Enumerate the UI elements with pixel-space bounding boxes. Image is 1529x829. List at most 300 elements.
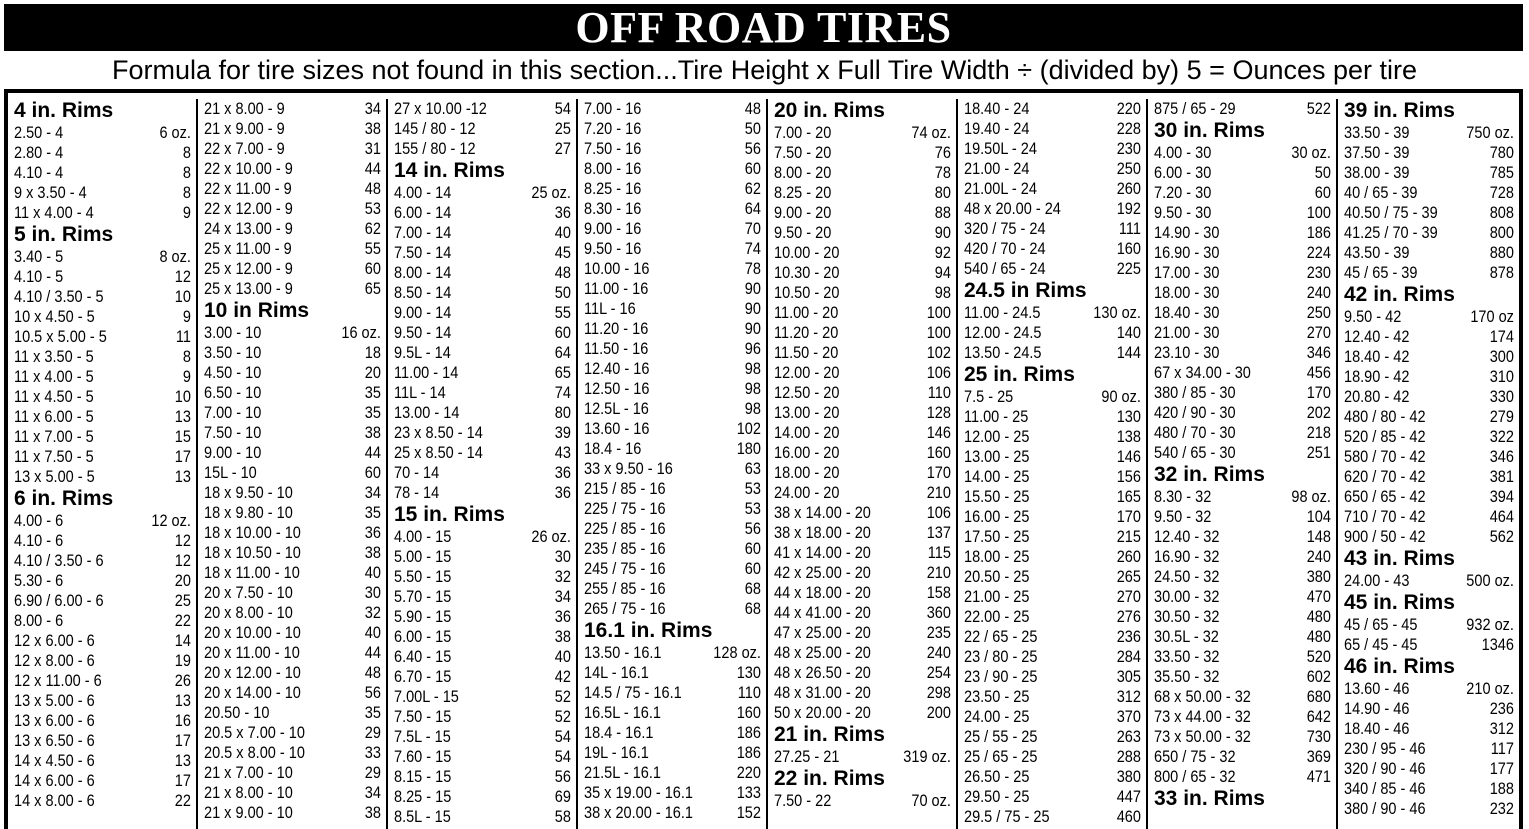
tire-size: 16.00 - 20 <box>774 444 840 462</box>
tire-row <box>14 247 191 267</box>
tire-ounces: 90 <box>744 280 761 298</box>
tire-size: 6.90 / 6.00 - 6 <box>14 592 104 610</box>
tire-size: 21 x 8.00 - 9 <box>204 100 285 118</box>
tire-size: 215 / 85 - 16 <box>584 480 666 498</box>
tire-size: 11.00 - 24.5 <box>964 304 1041 322</box>
tire-ounces: 680 <box>1306 688 1331 706</box>
tire-row <box>584 99 761 119</box>
tire-ounces: 53 <box>744 500 761 518</box>
tire-ounces: 878 <box>1489 264 1514 282</box>
tire-row <box>204 603 381 623</box>
tire-ounces: 471 <box>1306 768 1331 786</box>
tire-size: 620 / 70 - 42 <box>1344 468 1426 486</box>
tire-ounces: 263 <box>1116 728 1141 746</box>
tire-row <box>584 723 761 743</box>
tire-ounces: 90 oz. <box>1101 388 1141 406</box>
tire-size: 265 / 75 - 16 <box>584 600 666 618</box>
tire-ounces: 43 <box>554 444 571 462</box>
tire-size: 20 x 10.00 - 10 <box>204 624 301 642</box>
tire-row <box>774 343 951 363</box>
tire-row <box>1344 719 1514 739</box>
tire-row <box>584 319 761 339</box>
tire-size: 8.25 - 16 <box>584 180 642 198</box>
tire-size: 12.50 - 16 <box>584 380 650 398</box>
tire-size: 11 x 7.50 - 5 <box>14 448 94 466</box>
tire-size: 10.30 - 20 <box>774 264 840 282</box>
tire-size: 7.00 - 10 <box>204 404 262 422</box>
tire-size: 18 x 10.00 - 10 <box>204 524 301 542</box>
tire-row <box>394 727 571 747</box>
tire-row <box>584 559 761 579</box>
tire-ounces: 232 <box>1489 800 1514 818</box>
tire-row <box>584 499 761 519</box>
tire-ounces: 780 <box>1489 144 1514 162</box>
tire-ounces: 36 <box>364 524 381 542</box>
tire-size: 22 x 10.00 - 9 <box>204 160 293 178</box>
tire-row <box>394 667 571 687</box>
tire-ounces: 69 <box>554 788 571 806</box>
tire-ounces: 394 <box>1489 488 1514 506</box>
tire-ounces: 15 <box>174 428 191 446</box>
tire-row <box>1344 571 1514 591</box>
tire-ounces: 728 <box>1489 184 1514 202</box>
tire-size: 12.40 - 16 <box>584 360 650 378</box>
tire-row <box>394 687 571 707</box>
rim-size-heading: 32 in. Rims <box>1154 463 1265 486</box>
tire-ounces: 8 <box>182 348 191 366</box>
tire-size: 7.5 - 25 <box>964 388 1014 406</box>
tire-size: 6.50 - 10 <box>204 384 262 402</box>
tire-size: 13 x 6.00 - 6 <box>14 712 95 730</box>
tire-ounces: 117 <box>1490 740 1514 758</box>
tire-ounces: 55 <box>364 240 381 258</box>
tire-size: 13 x 5.00 - 5 <box>14 468 95 486</box>
tire-row <box>204 483 381 503</box>
tire-ounces: 170 <box>1306 384 1331 402</box>
tire-row <box>1154 547 1331 567</box>
tire-ounces: 146 <box>1116 448 1141 466</box>
tire-ounces: 11 <box>175 328 191 346</box>
tire-size: 5.30 - 6 <box>14 572 64 590</box>
tire-size: 70 - 14 <box>394 464 440 482</box>
tire-size: 11 x 4.00 - 5 <box>14 368 94 386</box>
tire-size: 22.00 - 25 <box>964 608 1030 626</box>
tire-size: 10.5 x 5.00 - 5 <box>14 328 107 346</box>
tire-row <box>1154 223 1331 243</box>
tire-row <box>394 303 571 323</box>
rim-size-heading: 43 in. Rims <box>1344 547 1455 570</box>
tire-row <box>204 423 381 443</box>
tire-size: 9.5L - 14 <box>394 344 451 362</box>
tire-size: 73 x 50.00 - 32 <box>1154 728 1251 746</box>
tire-row <box>1344 347 1514 367</box>
tire-ounces: 60 <box>744 540 761 558</box>
tire-row <box>964 219 1141 239</box>
tire-row <box>584 743 761 763</box>
tire-size: 5.90 - 15 <box>394 608 452 626</box>
tire-size: 11L - 14 <box>394 384 446 402</box>
tire-row <box>1344 759 1514 779</box>
tire-row <box>584 359 761 379</box>
tire-size: 4.00 - 6 <box>14 512 64 530</box>
tire-row <box>964 323 1141 343</box>
tire-size: 11 x 3.50 - 5 <box>14 348 94 366</box>
tire-row <box>394 343 571 363</box>
tire-row <box>394 363 571 383</box>
tire-ounces: 380 <box>1116 768 1141 786</box>
tire-ounces: 186 <box>736 744 761 762</box>
tire-ounces: 170 oz <box>1470 308 1514 326</box>
tire-size: 25 x 8.50 - 14 <box>394 444 483 462</box>
tire-ounces: 50 <box>1314 164 1331 182</box>
tire-row <box>204 783 381 803</box>
tire-row <box>1344 183 1514 203</box>
tire-size: 14.90 - 30 <box>1154 224 1220 242</box>
tire-ounces: 12 <box>174 268 191 286</box>
tire-size: 18.00 - 30 <box>1154 284 1220 302</box>
tire-size: 420 / 90 - 30 <box>1154 404 1236 422</box>
tire-ounces: 44 <box>364 160 381 178</box>
tire-row <box>1154 323 1331 343</box>
tire-size: 9.50 - 32 <box>1154 508 1212 526</box>
tire-size: 24.00 - 25 <box>964 708 1030 726</box>
tire-row <box>1344 243 1514 263</box>
tire-size: 11.50 - 16 <box>584 340 649 358</box>
tire-ounces: 35 <box>364 404 381 422</box>
tire-ounces: 38 <box>364 424 381 442</box>
tire-row <box>774 263 951 283</box>
tire-ounces: 225 <box>1116 260 1141 278</box>
tire-ounces: 55 <box>554 304 571 322</box>
tire-row <box>774 563 951 583</box>
tire-row <box>394 647 571 667</box>
tire-row <box>964 239 1141 259</box>
tire-ounces: 17 <box>174 732 191 750</box>
tire-row <box>1154 383 1331 403</box>
tire-row <box>204 139 381 159</box>
tire-size: 3.50 - 10 <box>204 344 262 362</box>
tire-size: 480 / 70 - 30 <box>1154 424 1236 442</box>
tire-ounces: 74 <box>744 240 761 258</box>
tire-size: 18.40 - 24 <box>964 100 1030 118</box>
tire-size: 540 / 65 - 24 <box>964 260 1046 278</box>
tire-ounces: 346 <box>1489 448 1514 466</box>
table-column-7 <box>1148 99 1338 829</box>
tire-row <box>1154 363 1331 383</box>
tire-size: 38 x 14.00 - 20 <box>774 504 871 522</box>
table-column-4 <box>578 99 768 829</box>
tire-size: 4.50 - 10 <box>204 364 262 382</box>
tire-row <box>1154 527 1331 547</box>
tire-ounces: 78 <box>744 260 761 278</box>
tire-ounces: 298 <box>926 684 951 702</box>
tire-ounces: 380 <box>1306 568 1331 586</box>
tire-row <box>14 771 191 791</box>
tire-size: 21 x 9.00 - 10 <box>204 804 293 822</box>
tire-ounces: 260 <box>1116 180 1141 198</box>
tire-ounces: 111 <box>1118 220 1141 238</box>
tire-ounces: 170 <box>926 464 951 482</box>
tire-row <box>14 671 191 691</box>
tire-size: 12 x 11.00 - 6 <box>14 672 102 690</box>
tire-size: 8.50 - 14 <box>394 284 452 302</box>
tire-size: 8.00 - 6 <box>14 612 64 630</box>
tire-size: 7.00L - 15 <box>394 688 459 706</box>
tire-size: 22 x 11.00 - 9 <box>204 180 292 198</box>
rim-size-heading: 16.1 in. Rims <box>584 619 713 642</box>
tire-ounces: 102 <box>926 344 951 362</box>
tire-ounces: 12 oz. <box>151 512 191 530</box>
tire-size: 7.5L - 15 <box>394 728 451 746</box>
tire-row <box>1154 143 1331 163</box>
tire-size: 12.00 - 20 <box>774 364 840 382</box>
tire-size: 8.30 - 32 <box>1154 488 1212 506</box>
tire-size: 13.00 - 25 <box>964 448 1030 466</box>
tire-row <box>584 783 761 803</box>
tire-size: 230 / 95 - 46 <box>1344 740 1426 758</box>
tire-row <box>394 183 571 203</box>
tire-ounces: 460 <box>1116 808 1141 826</box>
tire-row <box>1344 143 1514 163</box>
tire-size: 710 / 70 - 42 <box>1344 508 1426 526</box>
tire-row <box>1344 447 1514 467</box>
rim-size-heading: 10 in Rims <box>204 299 310 322</box>
tire-size: 11.00 - 25 <box>964 408 1029 426</box>
tire-row <box>1154 687 1331 707</box>
tire-row <box>14 591 191 611</box>
tire-row <box>774 683 951 703</box>
tire-row <box>1154 403 1331 423</box>
tire-ounces: 78 <box>934 164 951 182</box>
tire-row <box>204 199 381 219</box>
tire-row <box>1154 667 1331 687</box>
tire-ounces: 53 <box>364 200 381 218</box>
tire-size: 13 x 6.50 - 6 <box>14 732 95 750</box>
tire-size: 14 x 6.00 - 6 <box>14 772 95 790</box>
tire-ounces: 210 oz. <box>1466 680 1514 698</box>
tire-size: 245 / 75 - 16 <box>584 560 666 578</box>
tire-row <box>774 791 951 811</box>
tire-size: 18 x 10.50 - 10 <box>204 544 301 562</box>
tire-row <box>394 223 571 243</box>
tire-ounces: 25 <box>174 592 191 610</box>
tire-row <box>774 463 951 483</box>
tire-size: 11.00 - 14 <box>394 364 459 382</box>
tire-ounces: 56 <box>364 684 381 702</box>
tire-row <box>14 751 191 771</box>
tire-size: 16.5L - 16.1 <box>584 704 661 722</box>
tire-row <box>1344 635 1514 655</box>
tire-ounces: 39 <box>554 424 571 442</box>
tire-size: 41 x 14.00 - 20 <box>774 544 871 562</box>
tire-ounces: 17 <box>174 448 191 466</box>
tire-size: 225 / 75 - 16 <box>584 500 666 518</box>
tire-row <box>584 259 761 279</box>
tire-size: 6.70 - 15 <box>394 668 452 686</box>
tire-size: 42 x 25.00 - 20 <box>774 564 871 582</box>
tire-ounces: 110 <box>927 384 951 402</box>
tire-size: 48 x 31.00 - 20 <box>774 684 871 702</box>
tire-ounces: 1346 <box>1481 636 1514 654</box>
tire-size: 3.40 - 5 <box>14 248 64 266</box>
tire-size: 20 x 11.00 - 10 <box>204 644 300 662</box>
tire-size: 9 x 3.50 - 4 <box>14 184 87 202</box>
tire-ounces: 29 <box>364 764 381 782</box>
tire-row <box>204 803 381 823</box>
tire-ounces: 186 <box>1306 224 1331 242</box>
tire-size: 480 / 80 - 42 <box>1344 408 1426 426</box>
tire-row <box>964 119 1141 139</box>
tire-size: 13.00 - 20 <box>774 404 840 422</box>
tire-size: 6.00 - 30 <box>1154 164 1212 182</box>
tire-row <box>1154 183 1331 203</box>
tire-row <box>394 483 571 503</box>
tire-row <box>394 119 571 139</box>
tire-row <box>14 367 191 387</box>
tire-row <box>1344 387 1514 407</box>
tire-size: 14.90 - 46 <box>1344 700 1410 718</box>
tire-size: 10.00 - 16 <box>584 260 650 278</box>
tire-ounces: 38 <box>364 804 381 822</box>
tire-row <box>774 123 951 143</box>
tire-row <box>1344 679 1514 699</box>
tire-row <box>14 731 191 751</box>
tire-row <box>964 667 1141 687</box>
tire-ounces: 174 <box>1489 328 1514 346</box>
tire-row <box>14 571 191 591</box>
tire-row <box>394 707 571 727</box>
tire-size: 6.00 - 15 <box>394 628 452 646</box>
tire-size: 26.50 - 25 <box>964 768 1030 786</box>
tire-size: 20.80 - 42 <box>1344 388 1410 406</box>
tire-ounces: 200 <box>926 704 951 722</box>
tire-ounces: 30 <box>554 548 571 566</box>
tire-ounces: 215 <box>1116 528 1141 546</box>
tire-row <box>964 199 1141 219</box>
tire-size: 14.5 / 75 - 16.1 <box>584 684 682 702</box>
tire-size: 23 x 8.50 - 14 <box>394 424 483 442</box>
tire-size: 8.00 - 20 <box>774 164 832 182</box>
tire-size: 19.40 - 24 <box>964 120 1030 138</box>
tire-ounces: 9 <box>182 204 191 222</box>
tire-size: 8.00 - 16 <box>584 160 642 178</box>
tire-size: 580 / 70 - 42 <box>1344 448 1426 466</box>
tire-ounces: 34 <box>554 588 571 606</box>
tire-row <box>774 323 951 343</box>
rim-size-heading: 22 in. Rims <box>774 767 885 790</box>
tire-ounces: 250 <box>1116 160 1141 178</box>
tire-ounces: 34 <box>364 784 381 802</box>
tire-ounces: 370 <box>1116 708 1141 726</box>
tire-row <box>14 327 191 347</box>
tire-size: 20.50 - 10 <box>204 704 270 722</box>
tire-ounces: 10 <box>174 388 191 406</box>
tire-row <box>964 159 1141 179</box>
tire-ounces: 750 oz. <box>1466 124 1514 142</box>
tire-row <box>964 343 1141 363</box>
tire-ounces: 110 <box>737 684 761 702</box>
tire-size: 4.10 - 6 <box>14 532 64 550</box>
tire-ounces: 100 <box>1306 204 1331 222</box>
tire-size: 9.50 - 16 <box>584 240 642 258</box>
tire-ounces: 224 <box>1306 244 1331 262</box>
tire-ounces: 48 <box>364 664 381 682</box>
tire-size: 20 x 12.00 - 10 <box>204 664 301 682</box>
tire-size: 320 / 75 - 24 <box>964 220 1046 238</box>
tire-row <box>584 579 761 599</box>
tire-size: 11.00 - 16 <box>584 280 649 298</box>
tire-row <box>1344 427 1514 447</box>
tire-row <box>394 323 571 343</box>
tire-size: 68 x 50.00 - 32 <box>1154 688 1251 706</box>
tire-ounces: 22 <box>174 612 191 630</box>
tire-ounces: 88 <box>934 204 951 222</box>
tire-ounces: 270 <box>1116 588 1141 606</box>
tire-size: 14 x 8.00 - 6 <box>14 792 95 810</box>
tire-ounces: 30 oz. <box>1291 144 1331 162</box>
tire-ounces: 13 <box>174 468 191 486</box>
tire-ounces: 54 <box>554 728 571 746</box>
tire-size: 380 / 85 - 30 <box>1154 384 1236 402</box>
tire-size: 33.50 - 32 <box>1154 648 1220 666</box>
tire-row <box>204 543 381 563</box>
tire-size: 7.50 - 15 <box>394 708 452 726</box>
tire-ounces: 52 <box>554 688 571 706</box>
tire-ounces: 140 <box>1116 324 1141 342</box>
tire-row <box>204 179 381 199</box>
tire-size: 11 x 6.00 - 5 <box>14 408 94 426</box>
tire-row <box>394 463 571 483</box>
tire-row <box>964 727 1141 747</box>
tire-row <box>204 503 381 523</box>
tire-ounces: 312 <box>1116 688 1141 706</box>
tire-size: 37.50 - 39 <box>1344 144 1410 162</box>
tire-row <box>204 623 381 643</box>
tire-ounces: 29 <box>364 724 381 742</box>
tire-ounces: 520 <box>1306 648 1331 666</box>
tire-row <box>774 503 951 523</box>
tire-row <box>394 547 571 567</box>
tire-row <box>204 239 381 259</box>
tire-size: 235 / 85 - 16 <box>584 540 666 558</box>
tire-size: 7.60 - 15 <box>394 748 452 766</box>
tire-ounces: 369 <box>1306 748 1331 766</box>
tire-ounces: 102 <box>736 420 761 438</box>
tire-ounces: 106 <box>926 504 951 522</box>
tire-size: 14 x 4.50 - 6 <box>14 752 95 770</box>
tire-row <box>964 427 1141 447</box>
tire-ounces: 44 <box>364 644 381 662</box>
tire-ounces: 284 <box>1116 648 1141 666</box>
tire-row <box>204 663 381 683</box>
tire-size: 29.50 - 25 <box>964 788 1030 806</box>
tire-ounces: 128 <box>926 404 951 422</box>
tire-size: 38 x 20.00 - 16.1 <box>584 804 693 822</box>
tire-ounces: 158 <box>926 584 951 602</box>
tire-size: 35 x 19.00 - 16.1 <box>584 784 693 802</box>
tire-ounces: 60 <box>554 324 571 342</box>
tire-ounces: 251 <box>1306 444 1331 462</box>
tire-row <box>1344 615 1514 635</box>
tire-row <box>394 263 571 283</box>
tire-row <box>1344 407 1514 427</box>
tire-row <box>774 303 951 323</box>
tire-ounces: 53 <box>744 480 761 498</box>
tire-size: 9.00 - 16 <box>584 220 642 238</box>
rim-size-heading: 20 in. Rims <box>774 99 885 122</box>
tire-size: 10 x 4.50 - 5 <box>14 308 95 326</box>
tire-ounces: 36 <box>554 464 571 482</box>
